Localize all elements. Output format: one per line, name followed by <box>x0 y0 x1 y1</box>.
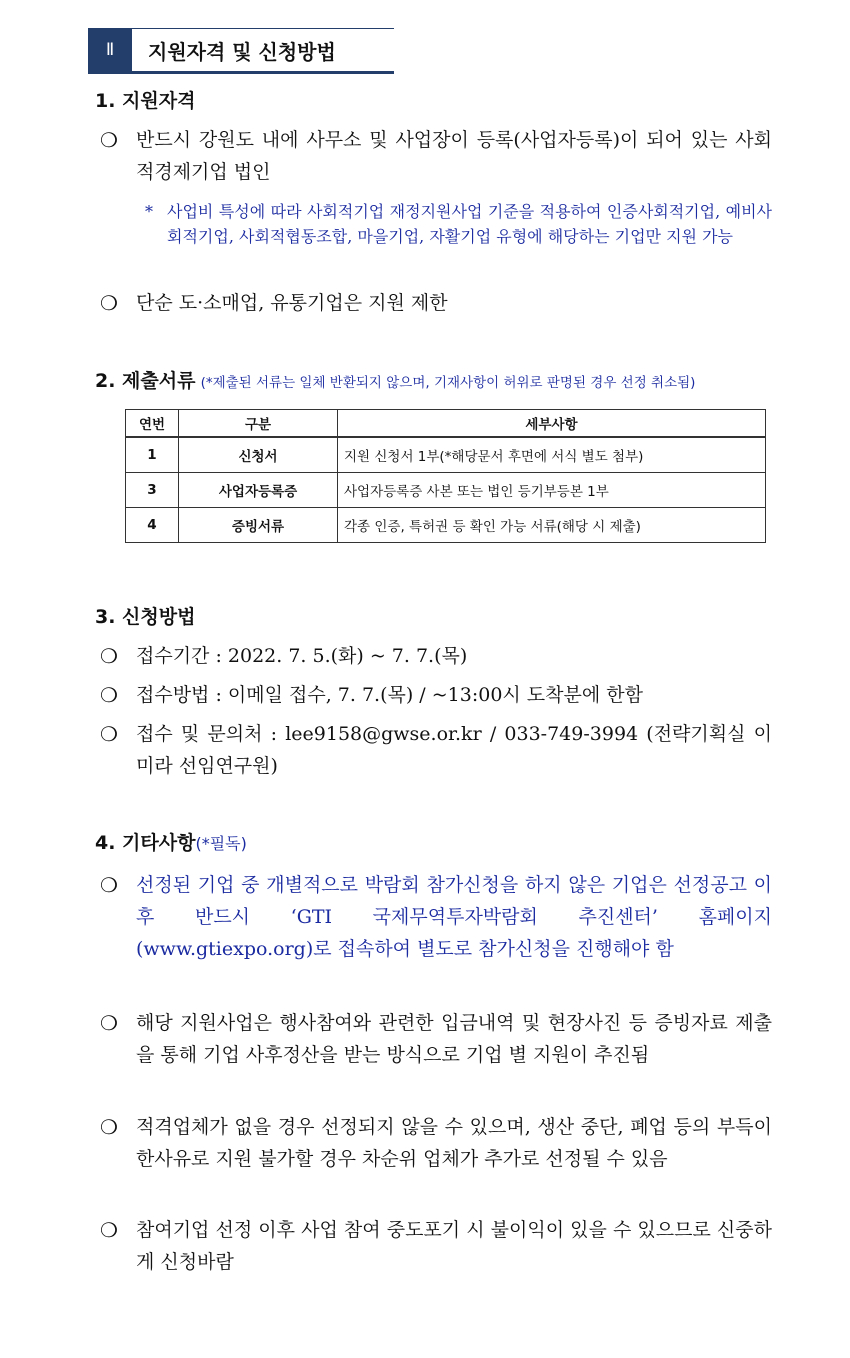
list-item <box>100 1214 772 1278</box>
qualification-heading: 1. 지원자격 <box>95 90 196 112</box>
table-row <box>126 437 766 473</box>
method-item-contact: 접수 및 문의처 : lee9158@gwse.or.kr / 033-749-3994 (전략기획실 이미라 선임연구원) <box>136 723 772 777</box>
row-category: 사업자등록증 <box>179 473 338 508</box>
list-item <box>100 1111 772 1175</box>
row-detail: 사업자등록증 사본 또는 법인 등기부등본 1부 <box>338 473 766 508</box>
row-num: 4 <box>126 508 179 543</box>
table-row <box>126 508 766 543</box>
row-detail: 지원 신청서 1부(*해당문서 후면에 서식 별도 첨부) <box>338 437 766 473</box>
method-heading: 3. 신청방법 <box>95 606 196 628</box>
bullet-icon: ❍ <box>100 644 118 668</box>
section-number: Ⅱ <box>88 29 132 71</box>
documents-heading: 2. 제출서류 <box>95 370 196 392</box>
col-header-num: 연번 <box>126 410 179 438</box>
qualification-item-1: 반드시 강원도 내에 사무소 및 사업장이 등록(사업자등록)이 되어 있는 사회적경제기업 법인 <box>136 129 772 183</box>
etc-item-1: 선정된 기업 중 개별적으로 박람회 참가신청을 하지 않은 기업은 선정공고 이후 반드시 ‘GTI 국제무역투자박람회 추진센터’ 홈페이지(www.gtiexpo.org)로 접속하여 별도로 참가신청을 진행해야 함 <box>136 874 772 960</box>
bullet-icon: ❍ <box>100 1218 118 1242</box>
row-category: 증빙서류 <box>179 508 338 543</box>
bullet-icon: ❍ <box>100 683 118 707</box>
etc-heading-row <box>95 828 247 855</box>
qualification-item-2: 단순 도·소매업, 유통기업은 지원 제한 <box>136 292 448 314</box>
etc-item-2: 해당 지원사업은 행사참여와 관련한 입금내역 및 현장사진 등 증빙자료 제출을 통해 기업 사후정산을 받는 방식으로 기업 별 지원이 추진됨 <box>136 1012 772 1066</box>
documents-table <box>125 409 766 543</box>
etc-required-note: (*필독) <box>195 834 247 853</box>
col-header-detail: 세부사항 <box>338 410 766 438</box>
qualification-note-text: 사업비 특성에 따라 사회적기업 재정지원사업 기준을 적용하여 인증사회적기업, 예비사회적기업, 사회적협동조합, 마을기업, 자활기업 유형에 해당하는 기업만 지원 가능 <box>167 202 772 246</box>
documents-note: (*제출된 서류는 일체 반환되지 않으며, 기재사항이 허위로 판명된 경우 선정 취소됨) <box>200 375 696 391</box>
bullet-icon: ❍ <box>100 1011 118 1035</box>
list-item <box>100 287 772 319</box>
bullet-icon: ❍ <box>100 291 118 315</box>
bullet-icon: ❍ <box>100 722 118 746</box>
list-item <box>100 679 772 711</box>
etc-item-4: 참여기업 선정 이후 사업 참여 중도포기 시 불이익이 있을 수 있으므로 신중하게 신청바람 <box>136 1219 772 1273</box>
method-item-way: 접수방법 : 이메일 접수, 7. 7.(목) / ~13:00시 도착분에 한함 <box>136 684 643 706</box>
method-item-period: 접수기간 : 2022. 7. 5.(화) ~ 7. 7.(목) <box>136 645 468 667</box>
qualification-note <box>145 199 772 249</box>
list-item <box>100 1007 772 1071</box>
documents-heading-row <box>95 366 695 393</box>
row-num: 3 <box>126 473 179 508</box>
section-title: 지원자격 및 신청방법 <box>148 39 336 64</box>
row-num: 1 <box>126 437 179 473</box>
etc-item-3: 적격업체가 없을 경우 선정되지 않을 수 있으며, 생산 중단, 폐업 등의 부득이한사유로 지원 불가할 경우 차순위 업체가 추가로 선정될 수 있음 <box>136 1116 772 1170</box>
section-header <box>88 28 394 74</box>
table-row <box>126 473 766 508</box>
list-item <box>100 718 772 782</box>
col-header-category: 구분 <box>179 410 338 438</box>
row-detail: 각종 인증, 특허권 등 확인 가능 서류(해당 시 제출) <box>338 508 766 543</box>
bullet-icon: ❍ <box>100 873 118 897</box>
bullet-icon: ❍ <box>100 128 118 152</box>
row-category: 신청서 <box>179 437 338 473</box>
table-header-row <box>126 410 766 438</box>
list-item <box>100 869 772 965</box>
list-item <box>100 124 772 188</box>
bullet-icon: ❍ <box>100 1115 118 1139</box>
asterisk-mark: * <box>145 202 153 221</box>
etc-heading: 4. 기타사항 <box>95 832 196 854</box>
list-item <box>100 640 772 672</box>
